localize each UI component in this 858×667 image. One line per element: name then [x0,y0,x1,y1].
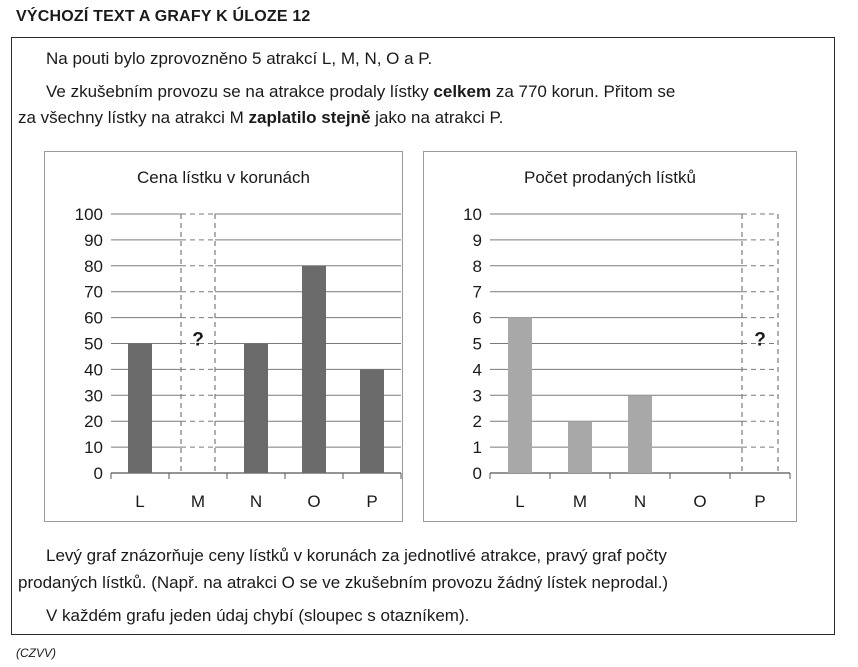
tickets-chart [424,152,798,523]
y-tick-label: 3 [472,386,482,406]
y-tick-label: 30 [84,386,103,406]
x-tick-label: P [366,492,378,511]
section-heading: VÝCHOZÍ TEXT A GRAFY K ÚLOZE 12 [16,8,311,25]
y-tick-label: 2 [472,412,482,432]
tickets-chart-title: Počet prodaných lístků [524,168,696,187]
y-tick-label: 7 [472,282,482,302]
x-tick-label: O [307,492,321,511]
x-tick-label: N [633,492,647,511]
y-tick-label: 70 [84,282,103,302]
source-note: (CZVV) [16,646,56,660]
y-tick-label: 10 [84,438,103,458]
footer-line-3: V každém grafu jeden údaj chybí (sloupec s otazníkem). [46,606,470,625]
y-tick-label: 6 [472,308,482,328]
intro-line-2: Ve zkušebním provozu se na atrakce prodaly lístky celkem za 770 korun. Přitom se [46,82,676,101]
x-tick-label: L [515,492,525,511]
y-tick-label: 90 [84,230,103,250]
intro-line-3: za všechny lístky na atrakci M zaplatilo stejně jako na atrakci P. [18,108,504,127]
x-tick-label: O [693,492,707,511]
bar-O [302,266,326,473]
y-tick-label: 80 [84,256,103,276]
bar-N [244,344,268,474]
x-tick-label: M [190,492,206,511]
x-tick-label: N [249,492,263,511]
emphasis-total: celkem [433,82,492,101]
y-tick-label: 9 [472,230,482,250]
price-chart [45,152,404,523]
emphasis-same: zaplatilo stejně [248,108,371,127]
missing-value-marker: ? [754,329,766,351]
y-tick-label: 100 [74,205,103,224]
missing-value-marker: ? [192,329,204,351]
tickets-chart-panel [423,151,797,522]
bar-N [628,395,652,473]
footer-line-2: prodaných lístků. (Např. na atrakci O se ve zkušebním provozu žádný lístek neprodal.) [18,573,669,592]
y-tick-label: 5 [472,334,482,354]
x-tick-label: L [135,492,145,511]
x-tick-label: M [572,492,588,511]
y-tick-label: 8 [472,256,482,276]
price-chart-title: Cena lístku v korunách [137,168,310,187]
bar-L [128,344,152,474]
y-tick-label: 20 [84,412,103,432]
bar-M [568,421,592,473]
y-tick-label: 4 [472,360,482,380]
y-tick-label: 0 [472,464,482,483]
price-chart-panel [44,151,403,522]
y-tick-label: 50 [84,334,103,354]
y-tick-label: 1 [472,438,482,458]
y-tick-label: 0 [93,464,103,483]
footer-line-1: Levý graf znázorňuje ceny lístků v korunách za jednotlivé atrakce, pravý graf počty [46,546,667,565]
y-tick-label: 60 [84,308,103,328]
bar-L [508,318,532,473]
y-tick-label: 40 [84,360,103,380]
intro-line-1: Na pouti bylo zprovozněno 5 atrakcí L, M, N, O a P. [46,49,433,68]
x-tick-label: P [754,492,766,511]
bar-P [360,369,384,473]
y-tick-label: 10 [463,205,482,224]
